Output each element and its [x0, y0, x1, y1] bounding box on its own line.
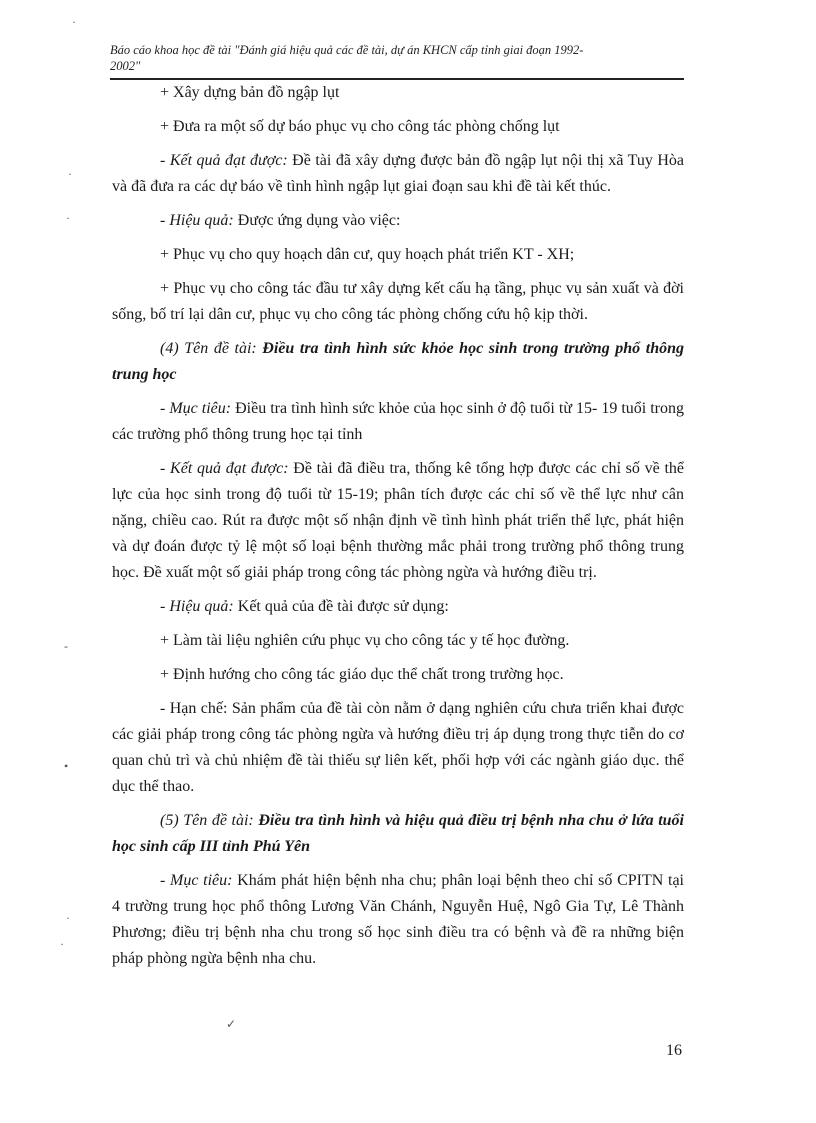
running-header — [110, 42, 684, 74]
section-heading-4 — [112, 336, 684, 388]
scan-speck: • — [64, 759, 69, 773]
body-text — [112, 80, 684, 980]
scan-speck: · — [66, 211, 70, 225]
paragraph: + Xây dựng bản đồ ngập lụt — [160, 84, 340, 101]
scan-speck: ‐ — [64, 639, 68, 653]
scan-speck: · — [72, 15, 76, 29]
paragraph — [112, 868, 684, 972]
paragraph: + Phục vụ cho quy hoạch dân cư, quy hoạch phát triển KT - XH; — [160, 246, 575, 263]
paragraph-label: - Kết quả đạt được: — [160, 460, 289, 477]
paragraph: - Hạn chế: Sản phẩm của đề tài còn nằm ở dạng nghiên cứu chưa triển khai được các giải pháp trong công tác phòng ngừa và hướng điều trị áp dụng trong thực tiễn do cơ quan chủ trì và chủ nhiệm đề tài thiếu sự liên kết, phối hợp với các ngành giáo dục. thể dục thể thao. — [112, 700, 684, 795]
paragraph-label: - Hiệu quả: — [160, 212, 234, 229]
paragraph-label: - Kết quả đạt được: — [160, 152, 288, 169]
paragraph — [112, 148, 684, 200]
paragraph-text: Khám phát hiện bệnh nha chu; phân loại bệnh theo chỉ số CPITN tại 4 trường trung học phổ thông Lương Văn Chánh, Nguyễn Huệ, Ngô Gia Tự, Lê Thành Phương; điều trị bệnh nha chu trong số học sinh điều tra có bệnh và đề ra những biện pháp phòng ngừa bệnh nha chu. — [112, 872, 684, 967]
page-number: 16 — [666, 1042, 682, 1059]
paragraph — [112, 396, 684, 448]
header-line-1: Báo cáo khoa học đề tài "Đánh giá hiệu quả các đề tài, dự án KHCN cấp tỉnh giai đoạn 1992- — [110, 43, 584, 57]
scan-speck: · — [60, 937, 64, 951]
scan-speck: · — [68, 167, 72, 181]
section-heading-5 — [112, 808, 684, 860]
scan-speck: ✓ — [226, 1017, 237, 1031]
paragraph-label: - Hiệu quả: — [160, 598, 234, 615]
paragraph: + Làm tài liệu nghiên cứu phục vụ cho công tác y tế học đường. — [160, 632, 570, 649]
paragraph: + Định hướng cho công tác giáo dục thể chất trong trường học. — [160, 666, 564, 683]
heading-title: Điều tra tình hình và hiệu quả điều trị bệnh nha chu ở lứa tuổi học sinh cấp III tỉnh Phú Yên — [112, 812, 684, 855]
heading-prefix: (4) Tên đề tài: — [160, 340, 257, 357]
paragraph-text: Kết quả của đề tài được sử dụng: — [233, 598, 449, 615]
header-line-2: 2002" — [110, 59, 141, 73]
paragraph: + Đưa ra một số dự báo phục vụ cho công tác phòng chống lụt — [160, 118, 560, 135]
heading-title: Điều tra tình hình sức khỏe học sinh trong trường phổ thông trung học — [112, 340, 684, 383]
paragraph-label: - Mục tiêu: — [160, 872, 233, 889]
paragraph: + Phục vụ cho công tác đầu tư xây dựng kết cấu hạ tầng, phục vụ sản xuất và đời sống, bố trí lại dân cư, phục vụ cho công tác phòng chống cứu hộ kịp thời. — [112, 280, 684, 323]
paragraph — [112, 456, 684, 586]
heading-prefix: (5) Tên đề tài: — [160, 812, 254, 829]
paragraph-text: Đề tài đã điều tra, thống kê tổng hợp được các chỉ số về thể lực của học sinh trong độ tuổi từ 15-19; phân tích được các chỉ số về thể lực như cân nặng, chiều cao. Rút ra được một số nhận định về tình hình phát triển thể lực, phát hiện và dự đoán được tỷ lệ một số loại bệnh thường mắc phải trong trường phổ thông trung học. Đề xuất một số giải pháp trong công tác phòng ngừa và hướng điều trị. — [112, 460, 684, 581]
paragraph — [112, 208, 684, 234]
paragraph-text: Điều tra tình hình sức khỏe của học sinh ở độ tuổi từ 15- 19 tuổi trong các trường phổ thông trung học tại tỉnh — [112, 400, 685, 443]
paragraph-text: Đề tài đã xây dựng được bản đồ ngập lụt nội thị xã Tuy Hòa và đã đưa ra các dự báo về tình hình ngập lụt giai đoạn sau khi đề tài kết thúc. — [112, 152, 685, 195]
paragraph-label: - Mục tiêu: — [160, 400, 232, 417]
paragraph-text: Được ứng dụng vào việc: — [233, 212, 401, 229]
scan-speck: · — [66, 911, 70, 925]
paragraph — [112, 594, 684, 620]
